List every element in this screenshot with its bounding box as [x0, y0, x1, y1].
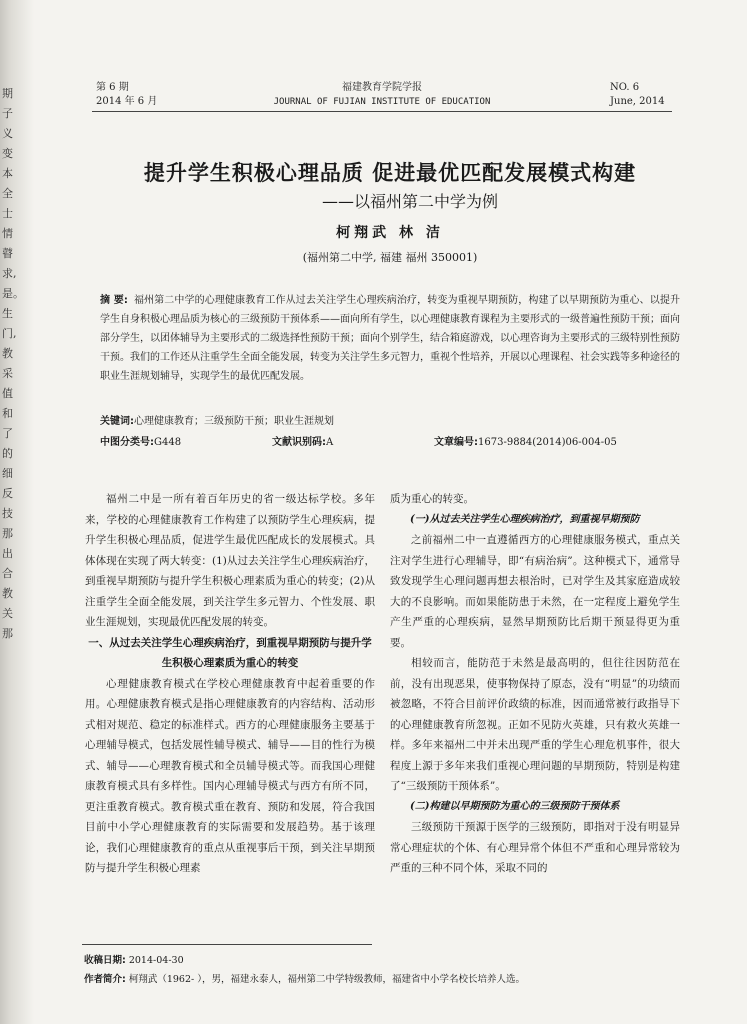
article-number	[434, 434, 617, 452]
classification	[100, 434, 181, 452]
body-column-right	[390, 489, 680, 879]
gutter-glyph: 士	[2, 207, 13, 220]
gutter-glyph: 合	[2, 567, 13, 580]
received-label: 收稿日期:	[84, 955, 126, 966]
gutter-glyph: 出	[2, 547, 13, 560]
abstract-text: 福州第二中学的心理健康教育工作从过去关注学生心理疾病治疗，转变为重视早期预防，构建了以早期预防为重心、以提升学生自身积极心理品质为核心的三级预防干预体系——面向所有学生，以心理健康教育课程为主要形式的一级普遍性预防干预；面向部分学生，以团体辅导为主要形式的二级选择性预防干预；面向个别学生，结合箱庭游戏，以心理咨询为主要形式的三级特别性预防干预。我们的工作还从注重学生全面全能发展，转变为关注学生多元智力，重视个性培养，开展以心理课程、社会实践等多种途径的职业生涯规划辅导，实现学生的最优匹配发展。	[100, 295, 680, 382]
issue-en: NO. 6	[610, 82, 640, 93]
gutter-glyph: 的	[2, 447, 13, 460]
gutter-glyph: 细	[2, 467, 13, 480]
paragraph: 之前福州二中一直遵循西方的心理健康服务模式，重点关注对学生进行心理辅导，即“有病治病”。这种模式下，通常导致发现学生心理问题再想去根治时，已对学生及其家庭造成较大的不良影响。而如果能防患于未然，在一定程度上避免学生产生严重的心理疾病，显然早期预防比后期干预显得更为重要。	[390, 534, 680, 649]
gutter-glyph: 全	[2, 187, 13, 200]
gutter-glyph: 和	[2, 407, 13, 420]
date-en: June, 2014	[610, 96, 665, 107]
gutter-glyph: 关	[2, 607, 13, 620]
gutter-glyph: 技	[2, 507, 13, 520]
subsection-heading: (一)从过去关注学生心理疾病治疗，到重视早期预防	[410, 513, 640, 525]
paragraph: 相较而言，能防范于未然是最高明的，但往往因防范在前，没有出现恶果，使事物保持了原态，没有“明显”的功绩而被忽略，不符合目前评价政绩的标准，因而通常被行政指导下的心理健康教育所忽视。正如不见防火英雄，只有救火英雄一样。多年来福州二中并未出现严重的学生心理危机事件，很大程度上源于多年来我们重视心理问题的早期预防，特别是构建了“三级预防干预体系”。	[390, 657, 680, 792]
gutter-glyph: 了	[2, 427, 13, 440]
abstract-label: 摘 要:	[100, 295, 128, 306]
gutter-glyph: 子	[2, 107, 13, 120]
author-bio	[84, 970, 684, 989]
abstract	[100, 291, 680, 386]
gutter-glyph: 那	[2, 527, 13, 540]
paragraph: 质为重心的转变。	[390, 493, 474, 505]
header-rule	[92, 111, 672, 112]
gutter-glyph: 值	[2, 387, 13, 400]
authors: 柯翔武 林 洁	[336, 225, 444, 241]
issue-cn: 第 6 期	[96, 82, 129, 93]
section-heading: 一、从过去关注学生心理疾病治疗，到重视早期预防与提升学生积极心理素质为重心的转变	[88, 636, 372, 669]
gutter-glyph: 反	[2, 487, 13, 500]
journal-cn: 福建教育学院学报	[342, 82, 422, 93]
page-gutter	[0, 0, 34, 1024]
gutter-glyph: 变	[2, 147, 13, 160]
received-value: 2014-04-30	[128, 955, 184, 966]
gutter-glyph: 义	[2, 127, 13, 140]
gutter-glyph: 门,	[2, 327, 17, 340]
paragraph: 三级预防干预源于医学的三级预防，即指对于没有明显异常心理症状的个体、有心理异常个体但不严重和心理异常较为严重的三种不同个体，采取不同的	[390, 821, 680, 874]
affiliation: (福州第二中学, 福建 福州 350001)	[302, 251, 478, 264]
classification-label: 中图分类号:	[100, 437, 154, 448]
paragraph: 福州二中是一所有着百年历史的省一级达标学校。多年来，学校的心理健康教育工作构建了以预防学生心理疾病，提升学生积极心理品质，促进学生最优匹配成长的发展模式。具体体现在实现了两大转变：(1)从过去关注学生心理疾病治疗，到重视早期预防与提升学生积极心理素质为重心的转变；(2)从注重学生全面全能发展，到关注学生多元智力、个性发展、职业生涯规划，实现最优匹配发展的转变。	[85, 493, 375, 628]
gutter-glyph: 本	[2, 167, 13, 180]
gutter-glyph: 求,	[2, 267, 17, 280]
keywords-text: 心理健康教育；三级预防干预；职业生涯规划	[134, 416, 334, 427]
author-bio-text: 柯翔武（1962- ），男，福建永泰人，福州第二中学特级教师，福建省中小学名校长培养人选。	[128, 974, 526, 985]
gutter-glyph: 教	[2, 347, 13, 360]
keywords	[100, 413, 680, 431]
date-cn: 2014 年 6 月	[96, 96, 158, 107]
keywords-label: 关键词:	[100, 416, 134, 427]
classification-value: G448	[154, 437, 182, 448]
footnote	[84, 951, 684, 989]
doc-code	[272, 434, 333, 452]
article-number-label: 文章编号:	[434, 437, 478, 448]
gutter-glyph: 是。	[2, 287, 24, 300]
paragraph: 心理健康教育模式在学校心理健康教育中起着重要的作用。心理健康教育模式是指心理健康教育的内容结构、活动形式相对规范、稳定的标准样式。西方的心理健康服务主要基于心理辅导模式，包括发展性辅导模式、辅导——目的性行为模式、辅导——心理教育模式和全员辅导模式等。而我国心理健康教育模式具有多样性。国内心理辅导模式与西方有所不同，更注重教育模式。教育模式重在教育、预防和发展，符合我国目前中小学心理健康教育的实际需要和发展趋势。基于该理论，我们心理健康教育的重点从重视事后干预，到关注早期预防与提升学生积极心理素	[85, 677, 375, 874]
gutter-glyph: 期	[2, 87, 13, 100]
doc-code-label: 文献识别码:	[272, 437, 326, 448]
paper-subtitle: ——以福州第二中学为例	[321, 192, 498, 211]
received-date	[84, 951, 684, 970]
paper-title: 提升学生积极心理品质 促进最优匹配发展模式构建	[143, 161, 637, 185]
author-bio-label: 作者简介:	[84, 974, 126, 985]
header-center	[262, 81, 502, 109]
previous-page-fragment	[2, 84, 24, 644]
gutter-glyph: 生	[2, 307, 13, 320]
gutter-glyph: 采	[2, 367, 13, 380]
article-number-value: 1673-9884(2014)06-004-05	[478, 437, 617, 448]
gutter-glyph: 那	[2, 627, 13, 640]
header-left	[96, 81, 157, 109]
header-right	[610, 81, 665, 109]
journal-en: JOURNAL OF FUJIAN INSTITUTE OF EDUCATION	[273, 97, 491, 107]
gutter-glyph: 情	[2, 227, 13, 240]
gutter-glyph: 瞽	[2, 247, 13, 260]
subsection-heading: (二)构建以早期预防为重心的三级预防干预体系	[410, 800, 620, 812]
doc-code-value: A	[326, 437, 334, 448]
body-column-left	[85, 489, 375, 879]
gutter-glyph: 教	[2, 587, 13, 600]
footnote-rule	[82, 944, 372, 945]
